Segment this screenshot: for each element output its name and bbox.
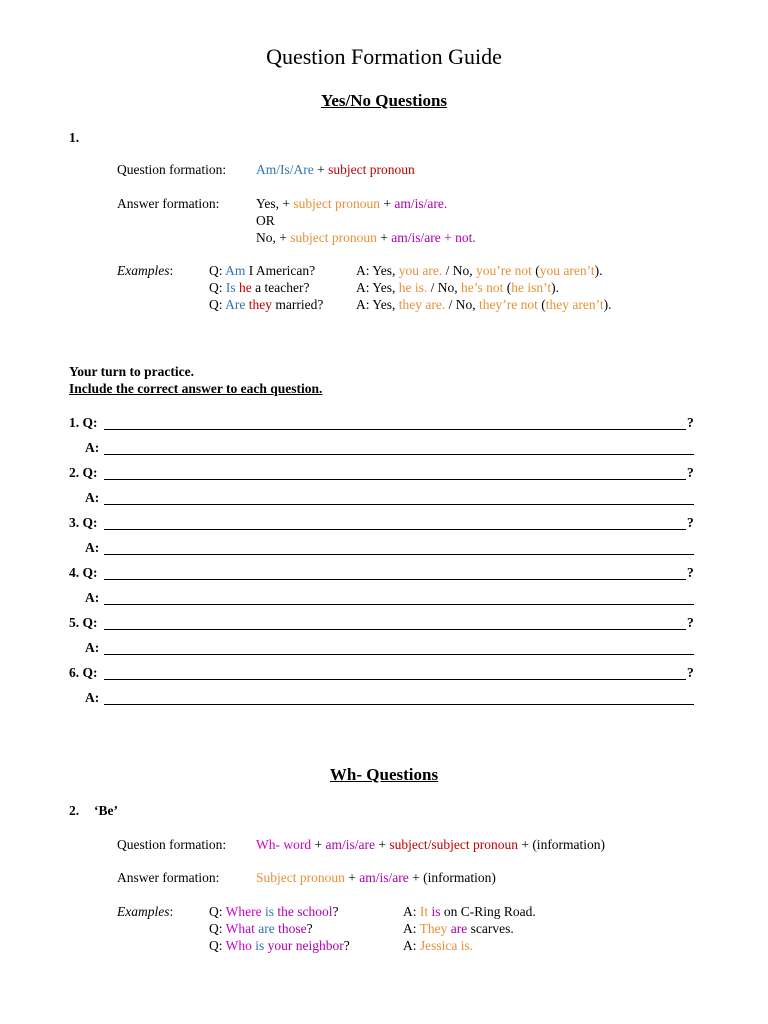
practice-answer-blank[interactable] (104, 454, 694, 455)
yes-no-heading: Yes/No Questions (320, 91, 448, 110)
practice-question-label: 4. Q: (69, 565, 98, 580)
answer-formation-label: Answer formation: (117, 870, 220, 885)
practice-question-label: 1. Q: (69, 415, 98, 430)
question-formation-label: Question formation: (117, 162, 227, 177)
example-question: Q: Are they married? (209, 297, 324, 312)
wh-heading: Wh- Questions (329, 765, 439, 784)
practice-answer-blank[interactable] (104, 554, 694, 555)
question-formation-rule: Wh- word + am/is/are + subject/subject pronoun + (information) (256, 837, 606, 852)
practice-question-label: 6. Q: (69, 665, 98, 680)
example-question: Q: Who is your neighbor? (209, 938, 350, 953)
practice-answer-blank[interactable] (104, 604, 694, 605)
question-mark: ? (687, 615, 694, 630)
practice-answer-blank[interactable] (104, 504, 694, 505)
question-mark: ? (687, 415, 694, 430)
example-answer: A: Yes, you are. / No, you’re not (you aren’t). (356, 263, 603, 278)
example-question: Q: What are those? (209, 921, 313, 936)
section-number-2: 2. (69, 803, 80, 818)
practice-question-blank[interactable] (104, 579, 686, 580)
answer-formation-rule: Subject pronoun + am/is/are + (information) (256, 870, 496, 885)
practice-question-label: 2. Q: (69, 465, 98, 480)
practice-question-blank[interactable] (104, 529, 686, 530)
examples-label: Examples: (117, 263, 174, 278)
practice-answer-blank[interactable] (104, 654, 694, 655)
document-title: Question Formation Guide (266, 44, 502, 69)
examples-label: Examples: (117, 904, 174, 919)
practice-answer-label: A: (85, 640, 100, 655)
question-formation-rule: Am/Is/Are + subject pronoun (256, 162, 415, 177)
question-formation-label: Question formation: (117, 837, 227, 852)
practice-answer-label: A: (85, 690, 100, 705)
question-mark: ? (687, 565, 694, 580)
practice-question-blank[interactable] (104, 679, 686, 680)
practice-answer-label: A: (85, 590, 100, 605)
example-question: Q: Is he a teacher? (209, 280, 310, 295)
example-answer: A: Yes, he is. / No, he’s not (he isn’t). (356, 280, 560, 295)
answer-formation-yes: Yes, + subject pronoun + am/is/are. (256, 196, 448, 211)
practice-question-label: 3. Q: (69, 515, 98, 530)
practice-question-blank[interactable] (104, 429, 686, 430)
section-number-1: 1. (69, 130, 80, 145)
example-question: Q: Am I American? (209, 263, 316, 278)
practice-question-label: 5. Q: (69, 615, 98, 630)
example-answer: A: It is on C-Ring Road. (403, 904, 536, 919)
answer-formation-label: Answer formation: (117, 196, 220, 211)
example-question: Q: Where is the school? (209, 904, 339, 919)
example-answer: A: Jessica is. (403, 938, 474, 953)
question-mark: ? (687, 465, 694, 480)
practice-question-blank[interactable] (104, 479, 686, 480)
example-answer: A: They are scarves. (403, 921, 514, 936)
example-answer: A: Yes, they are. / No, they’re not (they aren’t). (356, 297, 612, 312)
question-mark: ? (687, 515, 694, 530)
answer-formation-no: No, + subject pronoun + am/is/are + not. (256, 230, 476, 245)
practice-question-blank[interactable] (104, 629, 686, 630)
answer-formation-or: OR (256, 213, 275, 228)
section-subtitle: ‘Be’ (94, 803, 118, 818)
practice-intro: Your turn to practice. (69, 364, 194, 379)
practice-answer-label: A: (85, 490, 100, 505)
question-mark: ? (687, 665, 694, 680)
practice-instruction: Include the correct answer to each question. (69, 381, 323, 396)
practice-answer-label: A: (85, 440, 100, 455)
practice-answer-blank[interactable] (104, 704, 694, 705)
practice-answer-label: A: (85, 540, 100, 555)
